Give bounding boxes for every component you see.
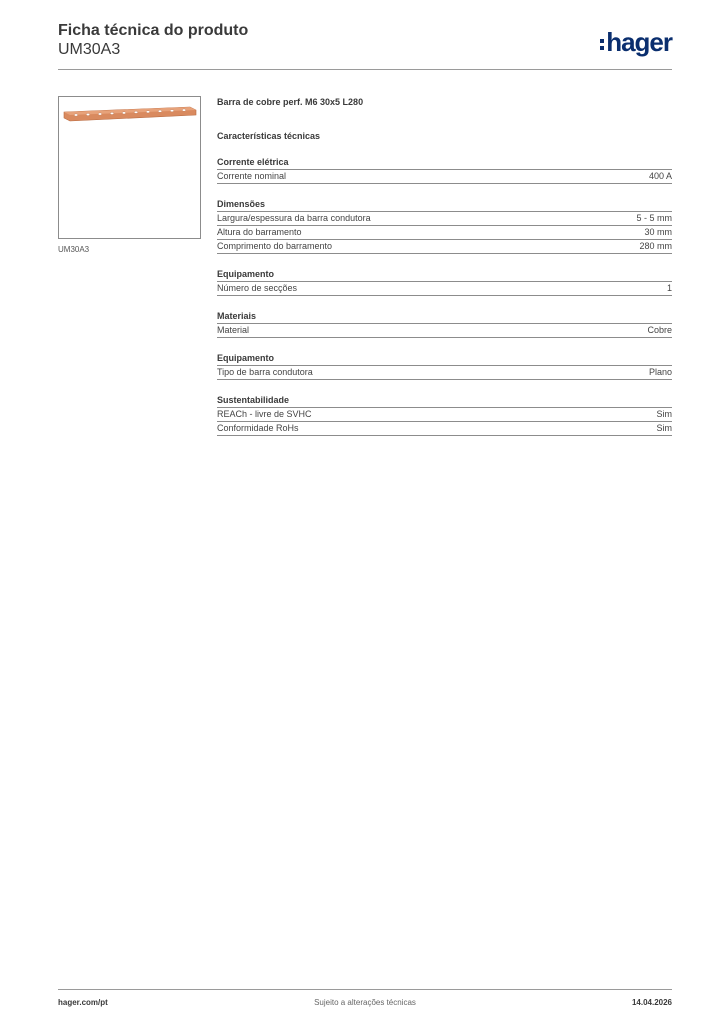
logo-text: hager	[606, 27, 672, 57]
spec-row	[217, 240, 672, 254]
spec-label: Largura/espessura da barra condutora	[217, 213, 371, 223]
spec-row	[217, 226, 672, 240]
spec-label: Material	[217, 325, 250, 335]
page-header	[58, 20, 672, 70]
section-title: Dimensões	[217, 198, 672, 212]
spec-label: Tipo de barra condutora	[217, 367, 313, 377]
spec-row	[217, 282, 672, 296]
spec-section	[217, 156, 672, 184]
spec-row	[217, 422, 672, 436]
page-footer	[58, 998, 672, 1010]
spec-value: 280 mm	[639, 241, 672, 251]
spec-section	[217, 394, 672, 436]
section-title: Corrente elétrica	[217, 156, 672, 170]
spec-row	[217, 324, 672, 338]
spec-value: Sim	[656, 409, 672, 419]
spec-row	[217, 408, 672, 422]
logo-dots-icon	[600, 39, 604, 50]
section-title: Equipamento	[217, 352, 672, 366]
spec-section	[217, 198, 672, 254]
footer-divider	[58, 989, 672, 990]
spec-value: 400 A	[648, 171, 672, 181]
hager-logo	[600, 28, 672, 56]
spec-label: Conformidade RoHs	[217, 423, 299, 433]
spec-section	[217, 310, 672, 338]
spec-label: REACh - livre de SVHC	[217, 409, 312, 419]
spec-label: Corrente nominal	[217, 171, 287, 181]
spec-value: 5 - 5 mm	[636, 213, 672, 223]
spec-label: Comprimento do barramento	[217, 241, 333, 251]
document-date: 14.04.2026	[631, 998, 672, 1007]
product-code: UM30A3	[58, 41, 121, 58]
spec-value: 30 mm	[644, 227, 672, 237]
spec-value: Cobre	[647, 325, 672, 335]
technical-notice: Sujeito a alterações técnicas	[314, 998, 416, 1007]
spec-label: Número de secções	[217, 283, 298, 293]
spec-section	[217, 268, 672, 296]
spec-label: Altura do barramento	[217, 227, 302, 237]
spec-row	[217, 212, 672, 226]
spec-row	[217, 366, 672, 380]
website-link[interactable]: hager.com/pt	[58, 998, 108, 1007]
spec-value: 1	[666, 283, 672, 293]
tech-specs-heading: Características técnicas	[217, 131, 321, 141]
header-divider	[58, 69, 672, 70]
product-name: Barra de cobre perf. M6 30x5 L280	[217, 97, 364, 107]
spec-section	[217, 352, 672, 380]
spec-value: Sim	[656, 423, 672, 433]
product-image-caption: UM30A3	[58, 245, 90, 254]
section-title: Equipamento	[217, 268, 672, 282]
spec-value: Plano	[648, 367, 672, 377]
spec-row	[217, 170, 672, 184]
section-title: Materiais	[217, 310, 672, 324]
section-title: Sustentabilidade	[217, 394, 672, 408]
copper-busbar-image	[62, 106, 198, 122]
product-image-frame	[58, 96, 201, 239]
spec-content	[217, 96, 672, 436]
page-title: Ficha técnica do produto	[58, 22, 249, 39]
